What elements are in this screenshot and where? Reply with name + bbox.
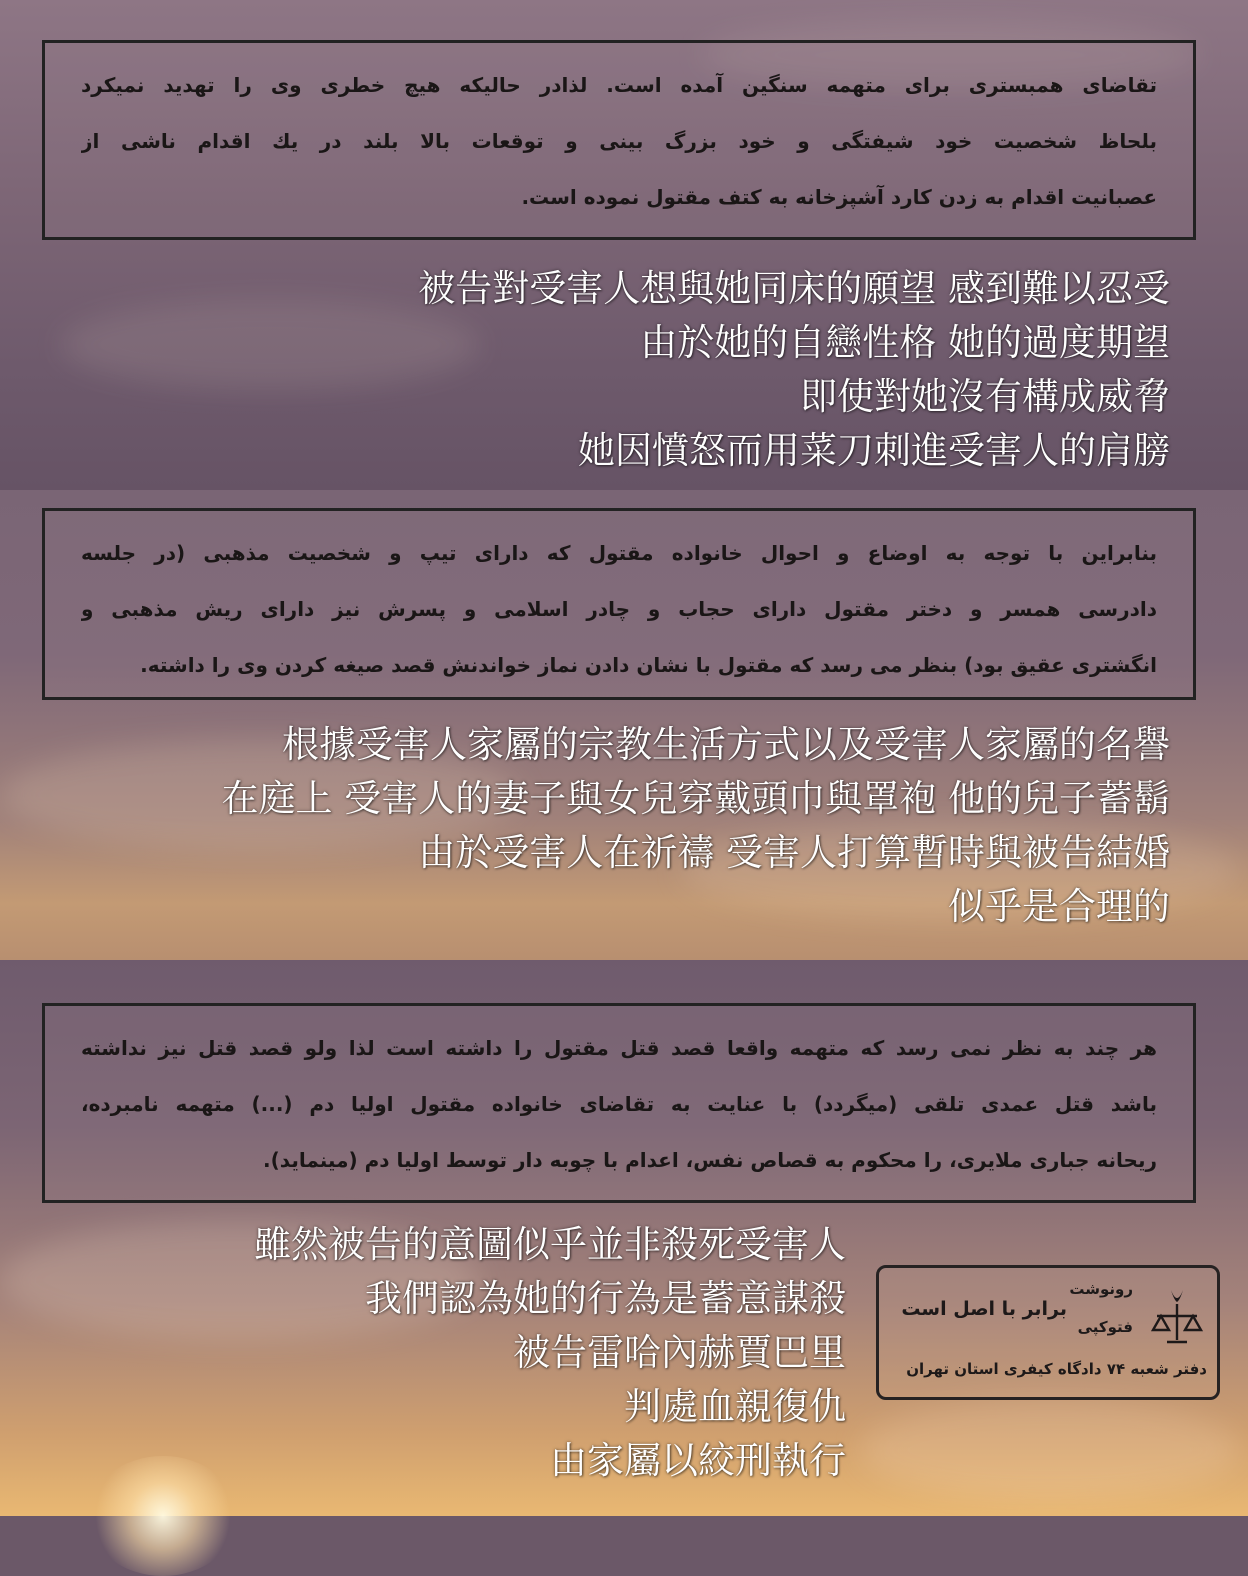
iran-emblem-scales-icon	[1149, 1286, 1205, 1346]
document-line: عصبانیت اقدام به زدن کارد آشپزخانه به کتف مقتول نموده است.	[521, 185, 1157, 209]
document-excerpt-2	[42, 508, 1196, 700]
cloud-decoration	[60, 300, 480, 390]
subtitle-line: 由於受害人在祈禱 受害人打算暫時與被告結婚	[418, 831, 1170, 874]
stamp-office-text: دفتر شعبه ۷۴ دادگاه کیفری استان تهران	[906, 1360, 1207, 1378]
subtitle-line: 似乎是合理的	[948, 885, 1170, 928]
subtitle-line: 她因憤怒而用菜刀刺進受害人的肩膀	[578, 429, 1170, 472]
court-stamp	[876, 1265, 1220, 1400]
stamp-copy-label: رونوشت	[1069, 1280, 1133, 1298]
subtitle-block-2	[221, 718, 1170, 934]
subtitle-line: 在庭上 受害人的妻子與女兒穿戴頭巾與罩袍 他的兒子蓄鬍	[221, 777, 1170, 820]
document-line: باشد قتل عمدی تلقی (میگردد) با عنایت به تقاضای خانواده مقتول اولیا دم (...) متهمه نامبرده،	[81, 1092, 1157, 1116]
panel-3	[0, 960, 1248, 1516]
panel-2	[0, 490, 1248, 960]
panel-1	[0, 0, 1248, 490]
document-excerpt-1	[42, 40, 1196, 240]
subtitle-line: 由家屬以絞刑執行	[550, 1439, 846, 1482]
setting-sun	[88, 1456, 238, 1576]
stamp-photocopy-label: فتوکپی	[1077, 1318, 1133, 1336]
subtitle-line: 我們認為她的行為是蓄意謀殺	[365, 1277, 846, 1320]
stamp-certification-text: برابر با اصل است	[901, 1298, 1067, 1320]
document-line: بنابراین با توجه به اوضاع و احوال خانواده مقتول که دارای تیپ و شخصیت مذهبی (در جلسه	[81, 541, 1157, 565]
document-line: هر چند به نظر نمی رسد که متهمه واقعا قصد قتل مقتول را داشته است لذا ولو قصد قتل نیز نداشته	[81, 1036, 1157, 1060]
cloud-decoration	[860, 1400, 1240, 1500]
document-excerpt-3	[42, 1003, 1196, 1203]
document-line: ریحانه جباری ملایری، را محکوم به قصاص نفس، اعدام با چوبه دار توسط اولیا دم (مینماید).	[263, 1148, 1157, 1172]
document-line: دادرسی همسر و دختر مقتول دارای حجاب و چادر اسلامی و پسرش نیز دارای ریش مذهبی و	[81, 597, 1157, 621]
subtitle-line: 被告雷哈內赫賈巴里	[513, 1331, 846, 1374]
subtitle-line: 根據受害人家屬的宗教生活方式以及受害人家屬的名譽	[282, 723, 1170, 766]
subtitle-line: 由於她的自戀性格 她的過度期望	[640, 321, 1170, 364]
subtitle-block-3	[254, 1218, 846, 1488]
subtitle-line: 被告對受害人想與她同床的願望 感到難以忍受	[418, 267, 1170, 310]
subtitle-line: 判處血親復仇	[624, 1385, 846, 1428]
document-line: تقاضای همبستری برای متهمه سنگین آمده است. لذادر حالیکه هیچ خطری وی را تهدید نمیکرد	[81, 73, 1157, 97]
document-line: بلحاظ شخصیت خود شیفتگی و خود بزرگ بینی و توقعات بالا بلند در یك اقدام ناشی از	[81, 129, 1157, 153]
subtitle-line: 即使對她沒有構成威脅	[800, 375, 1170, 418]
subtitle-block-1	[418, 262, 1170, 478]
document-line: انگشتری عقیق بود) بنظر می رسد که مقتول با نشان دادن نماز خواندنش قصد صیغه کردن وی را داشته.	[140, 653, 1157, 677]
subtitle-line: 雖然被告的意圖似乎並非殺死受害人	[254, 1223, 846, 1266]
